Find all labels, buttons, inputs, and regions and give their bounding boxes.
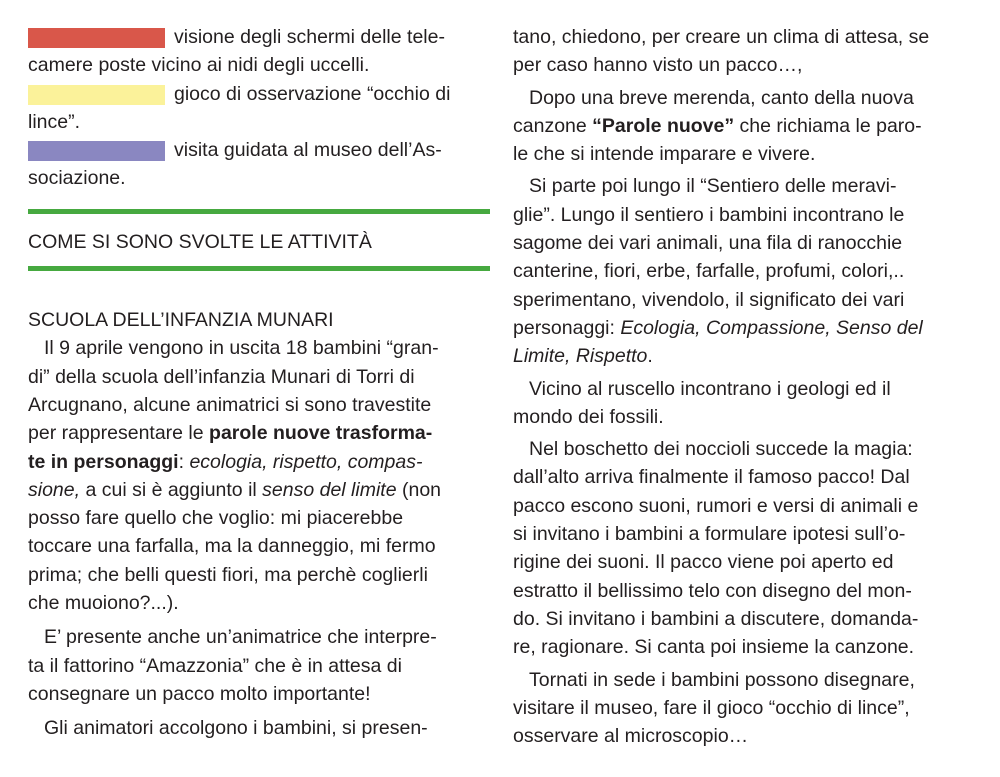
paragraph-return xyxy=(513,666,975,751)
text-line: ta il fattorino “Amazzonia” che è in attesa di xyxy=(28,654,402,677)
text-line: re, ragionare. Si canta poi insieme la canzone. xyxy=(513,636,915,659)
text-line: mondo dei fossili. xyxy=(513,405,664,428)
text-line: le che si intende imparare e vivere. xyxy=(513,143,816,166)
bold-phrase: “Parole nuove” xyxy=(592,114,735,137)
italic-phrase: ecologia, rispetto, compas- xyxy=(189,450,423,473)
text-run: . xyxy=(647,345,653,368)
italic-phrase: sione, xyxy=(28,478,81,501)
italic-phrase: Ecologia, Compassione, Senso del xyxy=(620,316,923,339)
text-run: : xyxy=(178,450,190,473)
text-line: Dopo una breve merenda, canto della nuova xyxy=(529,86,914,109)
text-line: pacco escono suoni, rumori e versi di animali e xyxy=(513,494,919,517)
bold-phrase: te in personaggi xyxy=(28,450,179,473)
text-run: personaggi: xyxy=(513,316,621,339)
text-run: a cui si è aggiunto il xyxy=(80,478,263,501)
bottom-divider xyxy=(28,266,490,271)
text-line: Nel boschetto dei noccioli succede la magia: xyxy=(529,438,913,461)
text-line xyxy=(28,476,490,504)
text-line xyxy=(513,342,975,370)
paragraph-intro xyxy=(28,334,490,617)
top-divider xyxy=(28,209,490,214)
text-line: Il 9 aprile vengono in uscita 18 bambini “gran- xyxy=(44,337,439,360)
paragraph-magic xyxy=(513,435,975,661)
text-line: Gli animatori accolgono i bambini, si presen- xyxy=(44,717,428,740)
text-run: che richiama le paro- xyxy=(734,114,922,137)
text-line: consegnare un pacco molto importante! xyxy=(28,682,371,705)
text-line: che muoiono?...). xyxy=(28,592,179,615)
text-line: sperimentano, vivendolo, il significato dei vari xyxy=(513,288,905,311)
text-line: osservare al microscopio… xyxy=(513,725,749,748)
italic-phrase: Limite, Rispetto xyxy=(513,345,648,368)
section-heading: COME SI SONO SVOLTE LE ATTIVITÀ xyxy=(28,230,372,253)
text-line: visitare il museo, fare il gioco “occhio di lince”, xyxy=(513,696,910,719)
text-line: E’ presente anche un’animatrice che interpre- xyxy=(44,626,437,649)
text-line: toccare una farfalla, ma la danneggio, mi fermo xyxy=(28,535,436,558)
text-line: si invitano i bambini a formulare ipotesi sull’o- xyxy=(513,523,906,546)
text-line: Si parte poi lungo il “Sentiero delle meravi- xyxy=(529,175,897,198)
purple-swatch xyxy=(28,141,165,161)
text-line: dall’alto arriva finalmente il famoso pacco! Dal xyxy=(513,466,910,489)
legend-text-line: lince”. xyxy=(28,110,81,133)
text-run: per rappresentare le xyxy=(28,422,210,445)
text-line: Arcugnano, alcune animatrici si sono travestite xyxy=(28,393,432,416)
right-column xyxy=(513,23,975,750)
sub-heading: SCUOLA DELL’INFANZIA MUNARI xyxy=(28,309,334,332)
text-line xyxy=(28,448,490,476)
text-line: glie”. Lungo il sentiero i bambini incontrano le xyxy=(513,203,905,226)
text-line xyxy=(513,112,975,140)
text-line: prima; che belli questi fiori, ma perchè coglierli xyxy=(28,563,428,586)
text-line: per caso hanno visto un pacco…, xyxy=(513,54,803,77)
legend-text-line: visita guidata al museo dell’As- xyxy=(174,139,442,162)
text-run: (non xyxy=(396,478,442,501)
legend-text-line: visione degli schermi delle tele- xyxy=(174,26,445,48)
text-line: tano, chiedono, per creare un clima di attesa, se xyxy=(513,26,930,48)
legend-item-museum xyxy=(28,136,490,193)
legend-item-cameras xyxy=(28,23,490,80)
left-column xyxy=(28,23,490,743)
text-line: canterine, fiori, erbe, farfalle, profumi, colori,.. xyxy=(513,260,905,283)
text-line: do. Si invitano i bambini a discutere, domanda- xyxy=(513,607,919,630)
text-line: Tornati in sede i bambini possono disegnare, xyxy=(529,668,915,691)
italic-phrase: senso del limite xyxy=(262,478,397,501)
legend-text-line: camere poste vicino ai nidi degli uccelli. xyxy=(28,54,370,77)
text-line: Vicino al ruscello incontrano i geologi ed il xyxy=(529,377,891,400)
text-run: canzone xyxy=(513,114,593,137)
paragraph-welcome xyxy=(28,714,490,742)
legend-text-line: sociazione. xyxy=(28,167,126,190)
legend-item-lynx-game xyxy=(28,80,490,137)
text-line: estratto il bellissimo telo con disegno del mon- xyxy=(513,579,912,602)
text-line: rigine dei suoni. Il pacco viene poi aperto ed xyxy=(513,551,894,574)
red-swatch xyxy=(28,28,165,48)
paragraph-geologists xyxy=(513,375,975,432)
paragraph-delivery-man xyxy=(28,623,490,708)
yellow-swatch xyxy=(28,85,165,105)
text-line: sagome dei vari animali, una fila di ranocchie xyxy=(513,232,903,255)
text-line: posso fare quello che voglio: mi piacerebbe xyxy=(28,507,404,530)
text-line xyxy=(28,419,490,447)
text-line: di” della scuola dell’infanzia Munari di Torri di xyxy=(28,365,415,388)
bold-phrase: parole nuove trasforma- xyxy=(209,422,433,445)
legend-text-line: gioco di osservazione “occhio di xyxy=(174,82,451,105)
paragraph-path xyxy=(513,172,975,370)
paragraph-song xyxy=(513,84,975,169)
paragraph-welcome-cont xyxy=(513,23,975,80)
text-line xyxy=(513,314,975,342)
